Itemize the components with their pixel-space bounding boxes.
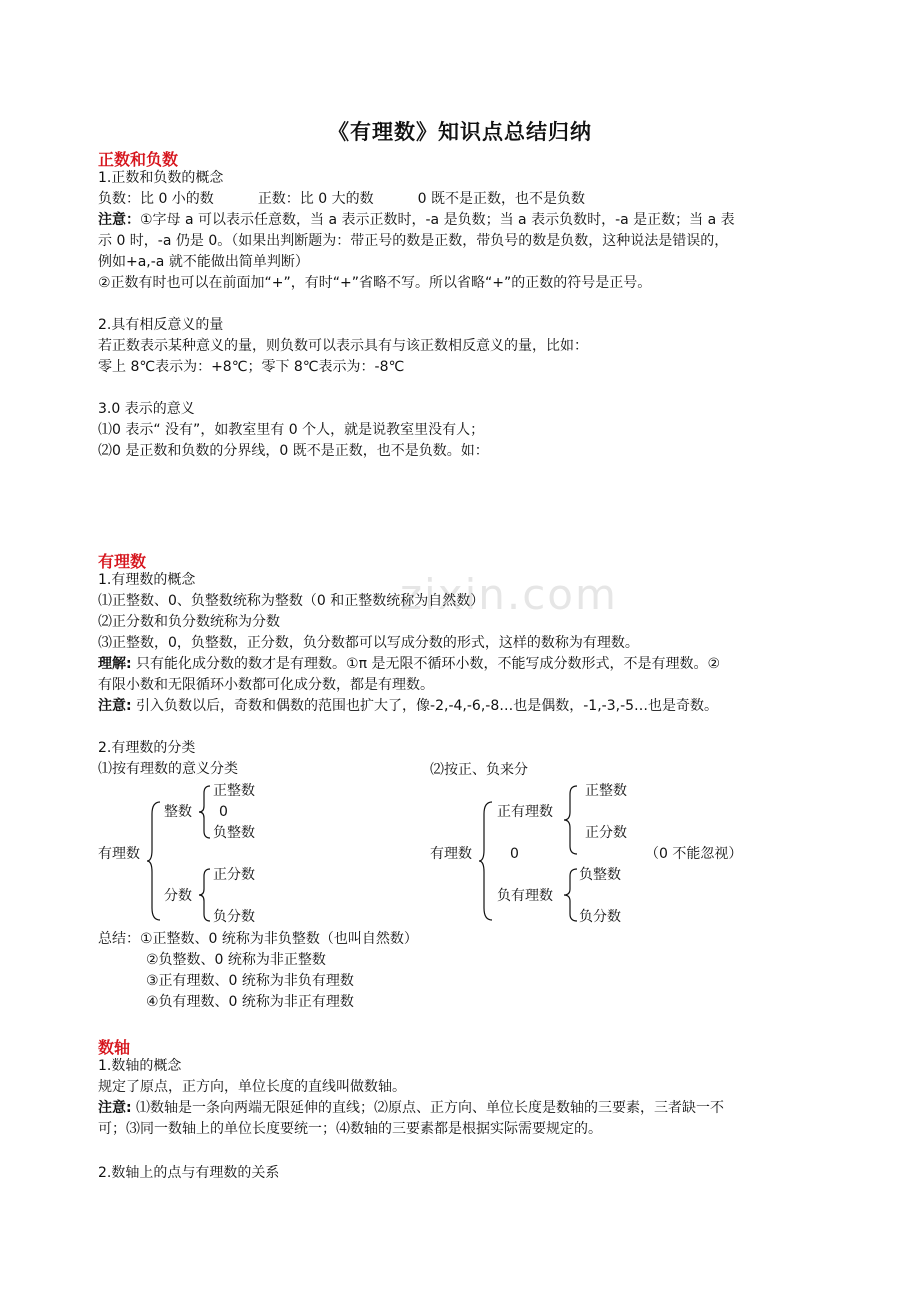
tree2-pos-int: 正整数: [585, 783, 627, 799]
tree1-fraction: 分数: [164, 888, 192, 904]
watermark: zixin.com: [400, 570, 618, 619]
def-zero: 0 既不是正数，也不是负数: [417, 191, 585, 207]
subheading-opposite: 2.具有相反意义的量: [98, 317, 224, 333]
tree1-integer-brace: [198, 784, 212, 840]
def-positive: 正数：比 0 大的数: [257, 191, 374, 207]
tree2-pos-rational: 正有理数: [497, 804, 553, 820]
subheading-axis-concept: 1.数轴的概念: [98, 1058, 182, 1074]
axis-note-line-2: 可；⑶同一数轴上的单位长度要统一；⑷数轴的三要素都是根据实际需要规定的。: [98, 1121, 602, 1137]
note-label: 注意:: [98, 698, 132, 714]
note-line-4: ②正数有时也可以在前面加“+”，有时“+”省略不写。所以省略“+”的正数的符号是正号。: [98, 275, 652, 291]
tree2-zero: 0: [510, 846, 519, 862]
tree1-integer: 整数: [164, 804, 192, 820]
concept-line-1: ⑴正整数、0、负整数统称为整数（0 和正整数统称为自然数）: [98, 593, 485, 609]
tree2-neg-brace: [563, 867, 579, 923]
tree1-pos-frac: 正分数: [213, 867, 255, 883]
tree1-root: 有理数: [98, 846, 140, 862]
section-heading-number-axis: 数轴: [98, 1038, 131, 1057]
opposite-line-2: 零上 8℃表示为：+8℃；零下 8℃表示为：-8℃: [98, 359, 405, 375]
tree2-root: 有理数: [430, 846, 472, 862]
axis-definition: 规定了原点，正方向，单位长度的直线叫做数轴。: [98, 1079, 406, 1095]
classification-title-2: ⑵按正、负来分: [430, 762, 528, 778]
note-label: 注意：: [98, 212, 140, 228]
tree2-pos-brace: [563, 784, 579, 856]
understand-line-1: 理解: 只有能化成分数的数才是有理数。①π 是无限不循环小数，不能写成分数形式，不是有理数。②: [98, 656, 721, 672]
subheading-concept: 1.正数和负数的概念: [98, 170, 224, 186]
tree1-neg-int: 负整数: [213, 825, 255, 841]
tree2-neg-rational: 负有理数: [497, 888, 553, 904]
understand-line-2: 有限小数和无限循环小数都可化成分数，都是有理数。: [98, 677, 434, 693]
subheading-zero-meaning: 3.0 表示的意义: [98, 401, 195, 417]
summary-line-4: ④负有理数、0 统称为非正有理数: [146, 994, 354, 1010]
tree2-neg-int: 负整数: [579, 867, 621, 883]
note-line-1: 注意：①字母 a 可以表示任意数，当 a 表示正数时，-a 是负数；当 a 表示负数时，-a 是正数；当 a 表: [98, 212, 735, 228]
understand-label: 理解:: [98, 656, 132, 672]
zero-line-2: ⑵0 是正数和负数的分界线，0 既不是正数，也不是负数。如：: [98, 443, 489, 459]
tree1-zero: 0: [219, 804, 228, 820]
subheading-rational-concept: 1.有理数的概念: [98, 572, 196, 588]
def-negative: 负数：比 0 小的数: [98, 191, 214, 207]
summary-line-2: ②负整数、0 统称为非正整数: [146, 952, 326, 968]
tree2-pos-frac: 正分数: [585, 825, 627, 841]
note-line-rational: 注意: 引入负数以后，奇数和偶数的范围也扩大了，像-2,-4,-6,-8…也是偶数，-1,-3,-5…也是奇数。: [98, 698, 719, 714]
zero-line-1: ⑴0 表示“ 没有”，如教室里有 0 个人，就是说教室里没有人；: [98, 422, 485, 438]
concept-line-3: ⑶正整数，0，负整数，正分数，负分数都可以写成分数的形式，这样的数称为有理数。: [98, 635, 639, 651]
tree1-fraction-brace: [198, 867, 212, 923]
tree2-main-brace: [478, 800, 494, 922]
subheading-axis-points: 2.数轴上的点与有理数的关系: [98, 1165, 280, 1181]
page-title: 《有理数》知识点总结归纳: [328, 120, 592, 144]
classification-title-1: ⑴按有理数的意义分类: [98, 761, 238, 777]
note-label: 注意:: [98, 1100, 132, 1116]
tree2-neg-frac: 负分数: [579, 909, 621, 925]
definition-line: [98, 189, 585, 210]
summary-line-1: 总结：①正整数、0 统称为非负整数（也叫自然数）: [98, 931, 418, 947]
tree2-zero-note: （0 不能忽视）: [645, 846, 743, 862]
summary-line-3: ③正有理数、0 统称为非负有理数: [146, 973, 354, 989]
section-heading-positive-negative: 正数和负数: [98, 150, 179, 169]
summary-label: 总结：: [98, 931, 140, 947]
concept-line-2: ⑵正分数和负分数统称为分数: [98, 614, 280, 630]
tree1-neg-frac: 负分数: [213, 909, 255, 925]
subheading-classification: 2.有理数的分类: [98, 740, 196, 756]
axis-note-line-1: 注意: ⑴数轴是一条向两端无限延伸的直线；⑵原点、正方向、单位长度是数轴的三要素，三者缺一不: [98, 1100, 725, 1116]
tree1-main-brace: [146, 800, 162, 922]
section-heading-rational: 有理数: [98, 552, 147, 571]
note-line-2: 示 0 时，-a 仍是 0。（如果出判断题为：带正号的数是正数，带负号的数是负数，这种说法是错误的，: [98, 233, 729, 249]
tree1-pos-int: 正整数: [213, 783, 255, 799]
opposite-line-1: 若正数表示某种意义的量，则负数可以表示具有与该正数相反意义的量，比如：: [98, 338, 588, 354]
note-line-3: 例如+a,-a 就不能做出简单判断）: [98, 254, 309, 270]
